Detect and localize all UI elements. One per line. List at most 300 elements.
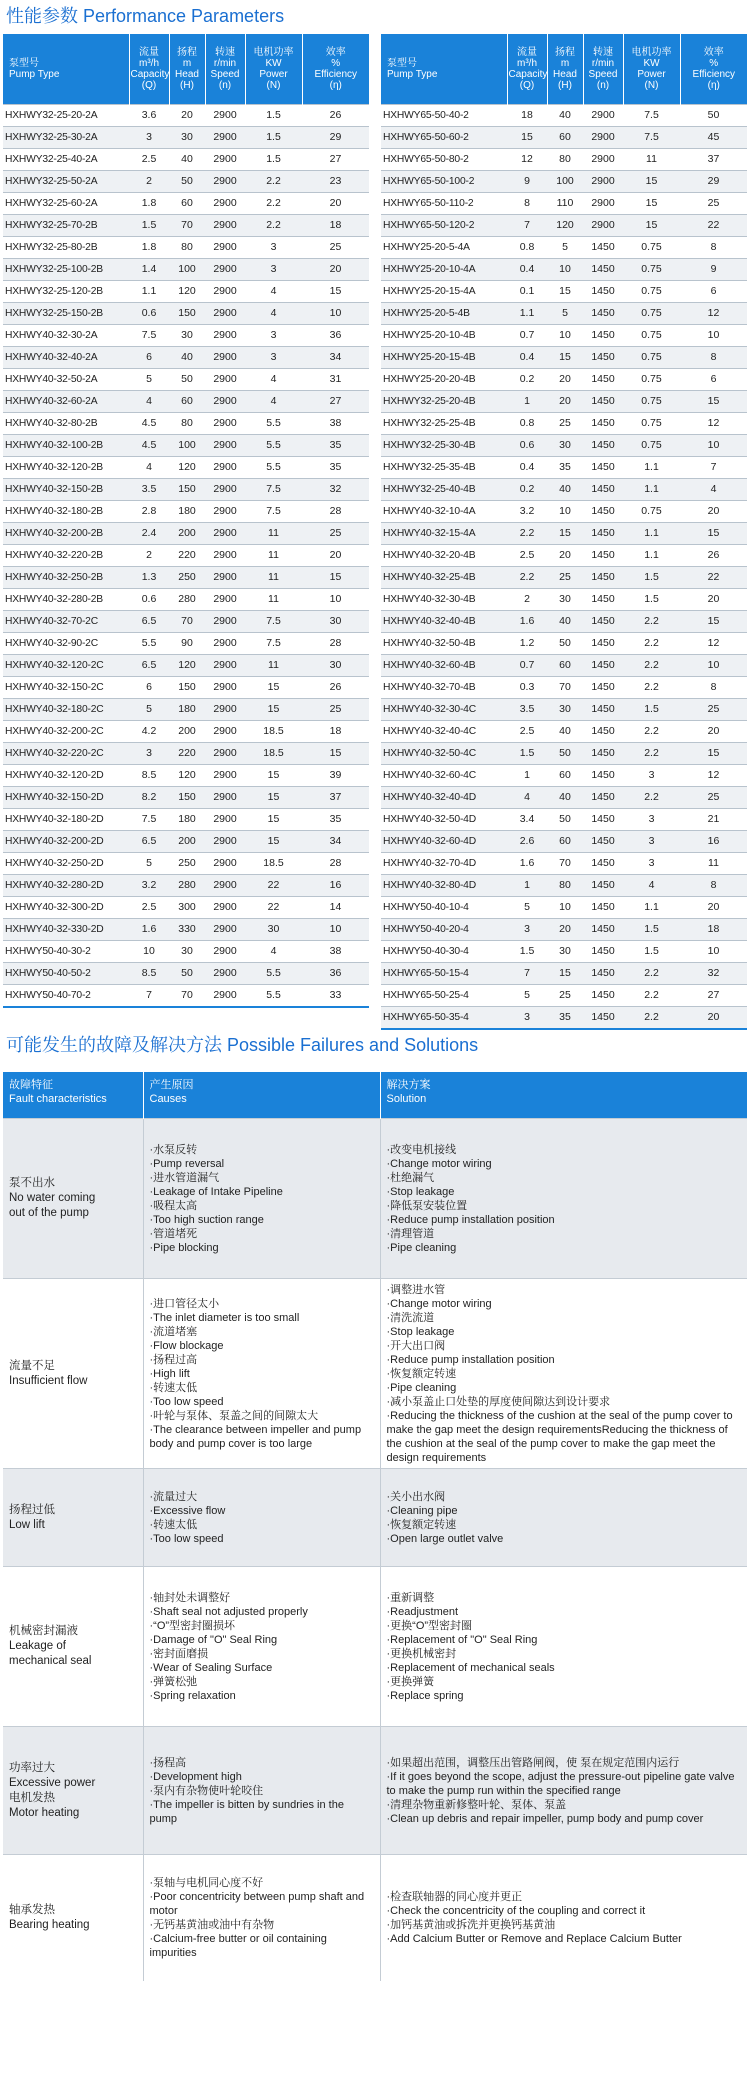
pump-model-cell: HXHWY40-32-330-2D (3, 919, 129, 941)
value-cell: 1450 (583, 545, 623, 567)
pump-model-cell: HXHWY40-32-80-4D (381, 875, 507, 897)
solution-text: · 改变电机接线 (387, 1143, 742, 1157)
value-cell: 23 (302, 171, 369, 193)
value-cell: 11 (245, 523, 302, 545)
solution-text: · Stop leakage (387, 1325, 742, 1339)
pump-model-cell: HXHWY32-25-30-4B (381, 435, 507, 457)
value-cell: 1450 (583, 457, 623, 479)
value-cell: 2900 (205, 457, 245, 479)
value-cell: 36 (302, 963, 369, 985)
table-row (381, 985, 747, 1007)
table-row (381, 391, 747, 413)
pump-model-cell: HXHWY40-32-120-2B (3, 457, 129, 479)
value-cell: 25 (680, 787, 747, 809)
value-cell: 1450 (583, 523, 623, 545)
solution-text: · 加钙基黄油或拆洗并更换钙基黄油 (387, 1918, 742, 1932)
value-cell: 18.5 (245, 721, 302, 743)
table-row (3, 831, 369, 853)
value-cell: 10 (680, 325, 747, 347)
pump-model-cell: HXHWY32-25-40-2A (3, 149, 129, 171)
solution-cell (380, 1567, 747, 1727)
pump-model-cell: HXHWY32-25-40-4B (381, 479, 507, 501)
pump-model-cell: HXHWY50-40-20-4 (381, 919, 507, 941)
value-cell: 50 (169, 369, 205, 391)
value-cell: 70 (169, 985, 205, 1008)
value-cell: 0.4 (507, 259, 547, 281)
table-row (381, 809, 747, 831)
value-cell: 120 (169, 457, 205, 479)
pump-model-cell: HXHWY40-32-30-4B (381, 589, 507, 611)
value-cell: 8.2 (129, 787, 169, 809)
table-row (3, 765, 369, 787)
table-row (381, 1007, 747, 1030)
cause-text: · 进口管径太小 (150, 1297, 374, 1311)
value-cell: 20 (169, 105, 205, 127)
cause-text: · The inlet diameter is too small (150, 1311, 374, 1325)
value-cell: 1.1 (507, 303, 547, 325)
value-cell: 28 (302, 633, 369, 655)
value-cell: 1 (507, 765, 547, 787)
value-cell: 11 (623, 149, 680, 171)
value-cell: 2.2 (623, 677, 680, 699)
value-cell: 2900 (205, 369, 245, 391)
value-cell: 25 (302, 523, 369, 545)
pump-model-cell: HXHWY40-32-50-2A (3, 369, 129, 391)
table-row (381, 919, 747, 941)
value-cell: 0.75 (623, 259, 680, 281)
cause-text: · 转速太低 (150, 1381, 374, 1395)
value-cell: 60 (169, 391, 205, 413)
table-row (381, 875, 747, 897)
table-row (381, 215, 747, 237)
value-cell: 4 (245, 391, 302, 413)
performance-table-right (381, 34, 747, 1030)
value-cell: 2900 (205, 391, 245, 413)
value-cell: 14 (302, 897, 369, 919)
cause-text: · 密封面磨损 (150, 1647, 374, 1661)
value-cell: 1450 (583, 633, 623, 655)
solution-text: · 杜绝漏气 (387, 1171, 742, 1185)
pump-model-cell: HXHWY25-20-5-4A (381, 237, 507, 259)
value-cell: 1450 (583, 677, 623, 699)
table-row (381, 457, 747, 479)
value-cell: 3 (623, 765, 680, 787)
table-row (3, 963, 369, 985)
table-row (381, 721, 747, 743)
pump-model-cell: HXHWY40-32-150-2C (3, 677, 129, 699)
pump-model-cell: HXHWY40-32-40-2A (3, 347, 129, 369)
pump-model-cell: HXHWY40-32-150-2B (3, 479, 129, 501)
value-cell: 15 (547, 963, 583, 985)
value-cell: 11 (680, 853, 747, 875)
solution-text: · 重新调整 (387, 1591, 742, 1605)
value-cell: 2900 (583, 149, 623, 171)
fault-text: Bearing heating (9, 1918, 90, 1931)
value-cell: 5 (129, 369, 169, 391)
solution-text: · Add Calcium Butter or Remove and Replace Calcium Butter (387, 1932, 742, 1946)
value-cell: 2900 (583, 171, 623, 193)
solution-text: · Pipe cleaning (387, 1381, 742, 1395)
value-cell: 120 (547, 215, 583, 237)
value-cell: 0.6 (129, 589, 169, 611)
value-cell: 3.2 (507, 501, 547, 523)
pump-model-cell: HXHWY40-32-180-2C (3, 699, 129, 721)
table-row (381, 897, 747, 919)
value-cell: 100 (547, 171, 583, 193)
efficiency-header: 效率 % Efficiency (η) (302, 34, 369, 105)
value-cell: 50 (547, 809, 583, 831)
value-cell: 10 (680, 655, 747, 677)
failure-row (3, 1119, 747, 1279)
table-row (3, 237, 369, 259)
pump-model-cell: HXHWY32-25-25-4B (381, 413, 507, 435)
value-cell: 1.1 (623, 545, 680, 567)
value-cell: 30 (245, 919, 302, 941)
table-row (381, 655, 747, 677)
table-row (381, 171, 747, 193)
pump-model-cell: HXHWY40-32-100-2B (3, 435, 129, 457)
pump-model-cell: HXHWY40-32-300-2D (3, 897, 129, 919)
value-cell: 5.5 (129, 633, 169, 655)
value-cell: 80 (547, 149, 583, 171)
value-cell: 3 (245, 347, 302, 369)
pump-model-cell: HXHWY40-32-60-2A (3, 391, 129, 413)
value-cell: 1450 (583, 413, 623, 435)
value-cell: 33 (302, 985, 369, 1008)
value-cell: 2900 (205, 699, 245, 721)
value-cell: 0.6 (129, 303, 169, 325)
value-cell: 18.5 (245, 743, 302, 765)
solution-text: · Change motor wiring (387, 1297, 742, 1311)
fault-text: 泵不出水 (9, 1177, 55, 1189)
solution-text: · If it goes beyond the scope, adjust the pressure-out pipeline gate valve to make the pump run within the specified range (387, 1770, 742, 1798)
fault-text: 功率过大 (9, 1761, 55, 1774)
solution-text: · Reduce pump installation position (387, 1353, 742, 1367)
value-cell: 3 (129, 127, 169, 149)
value-cell: 22 (680, 567, 747, 589)
value-cell: 1450 (583, 1007, 623, 1030)
value-cell: 10 (680, 435, 747, 457)
value-cell: 38 (302, 413, 369, 435)
value-cell: 1450 (583, 941, 623, 963)
cause-text: · 无钙基黄油或油中有杂物 (150, 1918, 374, 1932)
value-cell: 0.75 (623, 435, 680, 457)
cause-text: · Poor concentricity between pump shaft and motor (150, 1890, 374, 1918)
pump-model-cell: HXHWY40-32-180-2B (3, 501, 129, 523)
value-cell: 40 (547, 611, 583, 633)
cause-text: · 扬程高 (150, 1756, 374, 1770)
pump-model-cell: HXHWY25-20-20-4B (381, 369, 507, 391)
value-cell: 180 (169, 699, 205, 721)
value-cell: 2900 (205, 237, 245, 259)
value-cell: 20 (680, 897, 747, 919)
cause-text: · The clearance between impeller and pump body and pump cover is too large (150, 1423, 374, 1451)
value-cell: 2900 (205, 787, 245, 809)
value-cell: 150 (169, 479, 205, 501)
value-cell: 6.5 (129, 655, 169, 677)
table-row (3, 699, 369, 721)
value-cell: 330 (169, 919, 205, 941)
value-cell: 40 (547, 479, 583, 501)
fault-text: 扬程过低 (9, 1503, 55, 1516)
cause-text: · Too low speed (150, 1395, 374, 1409)
table-row (3, 919, 369, 941)
value-cell: 120 (169, 281, 205, 303)
pump-model-cell: HXHWY40-32-60-4D (381, 831, 507, 853)
solution-text: · Replacement of "O" Seal Ring (387, 1633, 742, 1647)
table-row (381, 699, 747, 721)
value-cell: 29 (680, 171, 747, 193)
table-row (3, 435, 369, 457)
value-cell: 0.8 (507, 237, 547, 259)
cause-text: · 扬程过高 (150, 1353, 374, 1367)
value-cell: 1450 (583, 325, 623, 347)
pump-model-cell: HXHWY65-50-35-4 (381, 1007, 507, 1030)
solution-text: · Change motor wiring (387, 1157, 742, 1171)
value-cell: 35 (302, 809, 369, 831)
table-row (381, 765, 747, 787)
pump-model-cell: HXHWY40-32-180-2D (3, 809, 129, 831)
value-cell: 0.2 (507, 479, 547, 501)
value-cell: 4 (623, 875, 680, 897)
value-cell: 2.5 (507, 721, 547, 743)
fault-cell (3, 1279, 143, 1469)
value-cell: 10 (680, 941, 747, 963)
value-cell: 1450 (583, 831, 623, 853)
table-row (3, 721, 369, 743)
fault-cell (3, 1727, 143, 1855)
value-cell: 2.2 (507, 567, 547, 589)
table-row (381, 413, 747, 435)
value-cell: 34 (302, 347, 369, 369)
value-cell: 6 (680, 369, 747, 391)
table-row (381, 347, 747, 369)
failures-title: 可能发生的故障及解决方法 Possible Failures and Solutions (6, 1035, 479, 1055)
solution-text: · 清理管道 (387, 1227, 742, 1241)
cause-text: · Excessive flow (150, 1504, 374, 1518)
pump-model-cell: HXHWY40-32-20-4B (381, 545, 507, 567)
value-cell: 30 (169, 325, 205, 347)
value-cell: 1.1 (623, 523, 680, 545)
value-cell: 90 (169, 633, 205, 655)
value-cell: 22 (245, 897, 302, 919)
value-cell: 280 (169, 875, 205, 897)
table-row (381, 589, 747, 611)
value-cell: 1450 (583, 787, 623, 809)
table-row (3, 501, 369, 523)
pump-model-cell: HXHWY50-40-70-2 (3, 985, 129, 1008)
value-cell: 4 (507, 787, 547, 809)
table-row (381, 479, 747, 501)
value-cell: 2900 (205, 479, 245, 501)
value-cell: 35 (547, 457, 583, 479)
value-cell: 15 (623, 193, 680, 215)
table-row (381, 853, 747, 875)
value-cell: 2900 (205, 567, 245, 589)
value-cell: 2.2 (623, 787, 680, 809)
table-row (3, 303, 369, 325)
table-row (3, 259, 369, 281)
pump-model-cell: HXHWY65-50-100-2 (381, 171, 507, 193)
value-cell: 25 (302, 699, 369, 721)
value-cell: 7.5 (129, 325, 169, 347)
value-cell: 15 (623, 171, 680, 193)
speed-header: 转速 r/min Speed (n) (205, 34, 245, 105)
pump-model-cell: HXHWY40-32-50-4B (381, 633, 507, 655)
fault-header: 故障特征 Fault characteristics (3, 1072, 143, 1119)
value-cell: 2900 (583, 127, 623, 149)
cause-text: · The impeller is bitten by sundries in the pump (150, 1798, 374, 1826)
value-cell: 1450 (583, 809, 623, 831)
value-cell: 40 (547, 721, 583, 743)
cause-text: · 流量过大 (150, 1490, 374, 1504)
table-row (381, 963, 747, 985)
value-cell: 70 (547, 677, 583, 699)
value-cell: 2.2 (623, 611, 680, 633)
value-cell: 10 (302, 589, 369, 611)
value-cell: 5.5 (245, 985, 302, 1008)
value-cell: 1450 (583, 919, 623, 941)
value-cell: 220 (169, 743, 205, 765)
table-row (3, 677, 369, 699)
value-cell: 3.5 (507, 699, 547, 721)
value-cell: 4 (680, 479, 747, 501)
value-cell: 1.3 (129, 567, 169, 589)
failures-header-row (3, 1072, 747, 1119)
value-cell: 11 (245, 589, 302, 611)
value-cell: 25 (547, 567, 583, 589)
value-cell: 16 (680, 831, 747, 853)
value-cell: 1 (507, 875, 547, 897)
value-cell: 2900 (205, 875, 245, 897)
value-cell: 10 (129, 941, 169, 963)
value-cell: 32 (680, 963, 747, 985)
value-cell: 2.2 (623, 985, 680, 1007)
value-cell: 3 (129, 743, 169, 765)
value-cell: 37 (302, 787, 369, 809)
value-cell: 60 (169, 193, 205, 215)
causes-cell (143, 1727, 380, 1855)
value-cell: 2900 (205, 963, 245, 985)
fault-cell (3, 1469, 143, 1567)
value-cell: 5 (547, 303, 583, 325)
pump-model-cell: HXHWY65-50-80-2 (381, 149, 507, 171)
value-cell: 1.5 (129, 215, 169, 237)
solution-cell (380, 1855, 747, 1981)
failure-row (3, 1567, 747, 1727)
value-cell: 100 (169, 259, 205, 281)
value-cell: 1450 (583, 589, 623, 611)
value-cell: 15 (547, 523, 583, 545)
solution-cell (380, 1469, 747, 1567)
value-cell: 0.75 (623, 369, 680, 391)
pump-model-cell: HXHWY32-25-120-2B (3, 281, 129, 303)
value-cell: 35 (302, 457, 369, 479)
value-cell: 2900 (205, 501, 245, 523)
table-row (3, 149, 369, 171)
table-row (381, 259, 747, 281)
table-row (381, 127, 747, 149)
value-cell: 70 (169, 611, 205, 633)
value-cell: 1450 (583, 435, 623, 457)
value-cell: 6 (129, 677, 169, 699)
value-cell: 2900 (205, 897, 245, 919)
pump-model-cell: HXHWY40-32-60-4B (381, 655, 507, 677)
table-row (381, 149, 747, 171)
value-cell: 3 (507, 1007, 547, 1030)
table-row (381, 281, 747, 303)
value-cell: 30 (547, 435, 583, 457)
cause-text: · 泵内有杂物使叶轮咬住 (150, 1784, 374, 1798)
value-cell: 15 (680, 523, 747, 545)
cause-text: · 吸程太高 (150, 1199, 374, 1213)
value-cell: 2900 (205, 281, 245, 303)
value-cell: 60 (547, 655, 583, 677)
value-cell: 4 (245, 281, 302, 303)
failure-row (3, 1855, 747, 1981)
cause-text: · 转速太低 (150, 1518, 374, 1532)
value-cell: 1.5 (245, 149, 302, 171)
fault-text: 电机发热 (9, 1791, 55, 1804)
value-cell: 4 (245, 369, 302, 391)
value-cell: 2.5 (129, 897, 169, 919)
value-cell: 1.6 (129, 919, 169, 941)
cause-text: · 管道堵死 (150, 1227, 374, 1241)
solution-text: · Clean up debris and repair impeller, pump body and pump cover (387, 1812, 742, 1826)
value-cell: 26 (302, 105, 369, 127)
value-cell: 1450 (583, 501, 623, 523)
cause-text: · Too low speed (150, 1532, 374, 1546)
value-cell: 15 (302, 567, 369, 589)
pump-model-cell: HXHWY25-20-15-4A (381, 281, 507, 303)
cause-text: · Pump reversal (150, 1157, 374, 1171)
value-cell: 11 (245, 545, 302, 567)
value-cell: 8 (680, 677, 747, 699)
table-row (3, 457, 369, 479)
value-cell: 2900 (205, 193, 245, 215)
table-row (3, 567, 369, 589)
solution-text: · 调整进水管 (387, 1283, 742, 1297)
value-cell: 0.75 (623, 501, 680, 523)
value-cell: 0.8 (507, 413, 547, 435)
table-row (3, 743, 369, 765)
value-cell: 27 (302, 149, 369, 171)
value-cell: 3 (507, 919, 547, 941)
value-cell: 2900 (205, 523, 245, 545)
table-row (3, 787, 369, 809)
pump-model-cell: HXHWY65-50-110-2 (381, 193, 507, 215)
value-cell: 15 (302, 281, 369, 303)
value-cell: 12 (507, 149, 547, 171)
value-cell: 1450 (583, 655, 623, 677)
value-cell: 10 (547, 897, 583, 919)
cause-text: · 进水管道漏气 (150, 1171, 374, 1185)
value-cell: 9 (680, 259, 747, 281)
value-cell: 150 (169, 787, 205, 809)
table-row (381, 369, 747, 391)
value-cell: 3.5 (129, 479, 169, 501)
table-row (3, 941, 369, 963)
cause-text: · 水泵反转 (150, 1143, 374, 1157)
pump-type-header: 泵型号 Pump Type (381, 34, 507, 105)
table-row (3, 853, 369, 875)
value-cell: 31 (302, 369, 369, 391)
value-cell: 2900 (205, 413, 245, 435)
solution-text: · Replace spring (387, 1689, 742, 1703)
pump-model-cell: HXHWY32-25-20-4B (381, 391, 507, 413)
cause-text: · 轴封处未调整好 (150, 1591, 374, 1605)
value-cell: 1.5 (245, 105, 302, 127)
